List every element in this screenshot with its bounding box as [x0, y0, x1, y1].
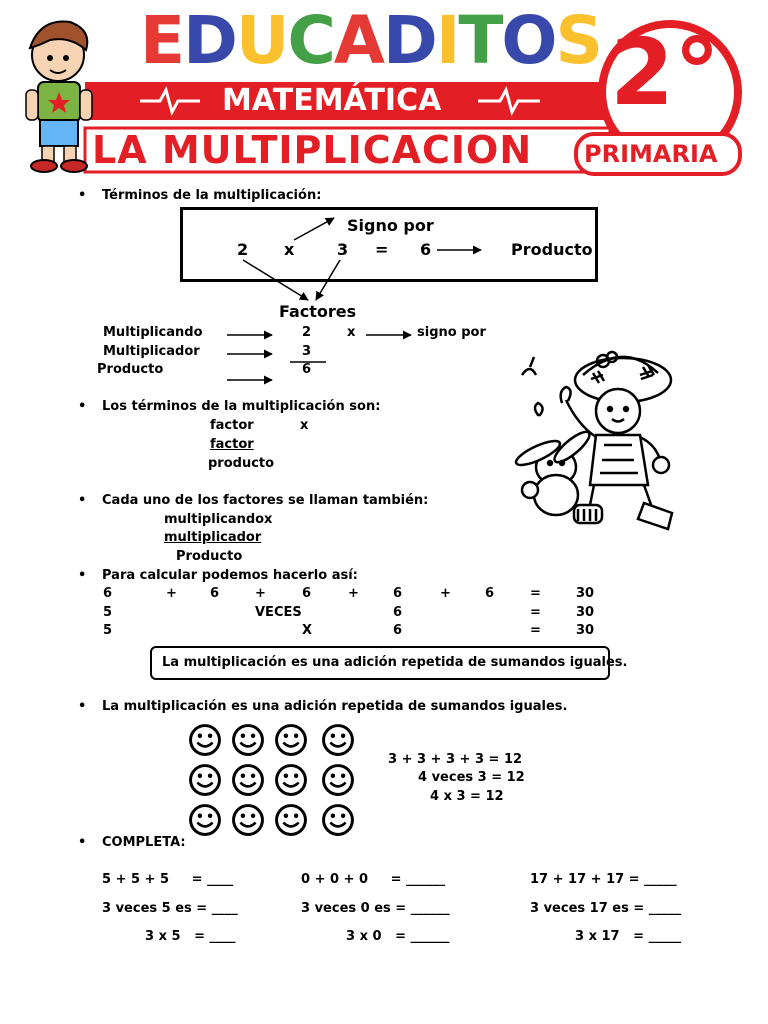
smiley-face-icon	[321, 803, 355, 837]
exercise-sum-0[interactable]: 0 + 0 + 0 = ______	[301, 872, 446, 887]
repeated-sum-term: +	[440, 586, 451, 601]
section-complete-heading: • COMPLETA:	[102, 835, 186, 850]
exercise-veces-5[interactable]: 3 veces 5 es = ____	[102, 901, 238, 916]
smiley-face-icon	[321, 763, 355, 797]
product-value: 6	[420, 240, 432, 259]
sum-equation: 3 + 3 + 3 + 3 = 12	[388, 752, 523, 767]
term-times: x	[300, 418, 309, 433]
smiley-face-icon	[321, 723, 355, 757]
section-repeated-addition-heading: • La multiplicación es una adición repetida de sumandos iguales.	[102, 699, 567, 714]
name-producto: Producto	[176, 549, 243, 564]
repeated-sum-term: +	[255, 586, 266, 601]
producto-row-label: Producto	[97, 362, 164, 377]
veces-equation: 4 veces 3 = 12	[418, 770, 525, 785]
exercise-times-17[interactable]: 3 x 17 = _____	[575, 929, 682, 944]
multiplicador-label: Multiplicador	[103, 344, 200, 359]
brand-letter: D	[383, 2, 436, 79]
multiplicador-value: 3	[302, 344, 312, 359]
subject-title: MATEMÁTICA	[222, 83, 442, 118]
definition-text: La multiplicación es una adición repetida de sumandos iguales.	[162, 655, 628, 670]
repeated-sum-term: +	[166, 586, 177, 601]
repeated-sum-term: 30	[576, 586, 595, 601]
producto-row-value: 6	[302, 362, 312, 377]
topic-title: LA MULTIPLICACION	[92, 128, 533, 172]
times-row-result: 30	[576, 605, 595, 620]
brand-letter: C	[287, 2, 334, 79]
exercise-times-5[interactable]: 3 x 5 = ____	[145, 929, 236, 944]
x-row-value: 6	[393, 623, 403, 638]
section-terms-heading: • Términos de la multiplicación:	[102, 188, 321, 203]
product-equation: 4 x 3 = 12	[430, 789, 504, 804]
smiley-face-icon	[188, 803, 222, 837]
name-multiplicando: multiplicando	[164, 512, 265, 527]
factores-label: Factores	[279, 302, 357, 321]
repeated-sum-term: 6	[393, 586, 403, 601]
times-sign-vertical: x	[347, 325, 356, 340]
repeated-sum-term: =	[530, 586, 541, 601]
exercise-veces-0[interactable]: 3 veces 0 es = ______	[301, 901, 450, 916]
smiley-face-icon	[231, 763, 265, 797]
signo-por-label: Signo por	[347, 216, 434, 235]
exercise-sum-5[interactable]: 5 + 5 + 5 = ____	[102, 872, 234, 887]
brand-letter: T	[458, 2, 502, 79]
times-row-factor: 5	[103, 605, 113, 620]
repeated-sum-term: 6	[302, 586, 312, 601]
producto-label: Producto	[511, 240, 593, 259]
smiley-face-icon	[231, 723, 265, 757]
times-row-equals: =	[530, 605, 541, 620]
section-terms-are-heading: • Los términos de la multiplicación son:	[102, 399, 380, 414]
signo-por-small: signo por	[417, 325, 486, 340]
exercise-sum-17[interactable]: 17 + 17 + 17 = _____	[530, 872, 677, 887]
smiley-face-icon	[231, 803, 265, 837]
brand-letter: S	[555, 2, 602, 79]
repeated-sum-term: 6	[103, 586, 113, 601]
grade-number: 2°	[610, 19, 721, 126]
smiley-face-icon	[188, 763, 222, 797]
equals-sign: =	[375, 240, 389, 259]
times-row-value: 6	[393, 605, 403, 620]
brand-letter: D	[183, 2, 236, 79]
repeated-sum-term: 6	[210, 586, 220, 601]
exercise-times-0[interactable]: 3 x 0 = ______	[346, 929, 450, 944]
section-factors-names-heading: • Cada uno de los factores se llaman también:	[102, 493, 428, 508]
factor-one: 2	[237, 240, 249, 259]
smiley-face-icon	[274, 723, 308, 757]
smiley-face-icon	[274, 763, 308, 797]
brand-letter: U	[235, 2, 288, 79]
smiley-face-icon	[188, 723, 222, 757]
brand-letter: A	[333, 2, 384, 79]
times-sign: x	[284, 240, 295, 259]
repeated-sum-term: 6	[485, 586, 495, 601]
section-calculate-heading: • Para calcular podemos hacerlo así:	[102, 568, 358, 583]
brand-letter: I	[435, 2, 459, 79]
multiplicando-label: Multiplicando	[103, 325, 203, 340]
name-times: x	[264, 512, 273, 527]
exercise-veces-17[interactable]: 3 veces 17 es = _____	[530, 901, 682, 916]
smiley-face-icon	[274, 803, 308, 837]
factor-two: 3	[337, 240, 349, 259]
girl-with-bunny-illustration	[508, 345, 678, 535]
level-label: PRIMARIA	[584, 140, 718, 168]
times-row-veces: VECES	[255, 605, 302, 620]
name-multiplicador: multiplicador	[164, 530, 262, 545]
multiplicando-value: 2	[302, 325, 312, 340]
brand-letter: O	[501, 2, 556, 79]
terms-arrows	[0, 0, 768, 400]
brand-letter: E	[140, 2, 184, 79]
repeated-sum-term: +	[348, 586, 359, 601]
term-producto: producto	[208, 456, 275, 471]
x-row-sign: X	[302, 623, 313, 638]
term-factor-1: factor	[210, 418, 254, 433]
x-row-equals: =	[530, 623, 541, 638]
x-row-factor: 5	[103, 623, 113, 638]
term-factor-2: factor	[210, 437, 254, 452]
x-row-result: 30	[576, 623, 595, 638]
